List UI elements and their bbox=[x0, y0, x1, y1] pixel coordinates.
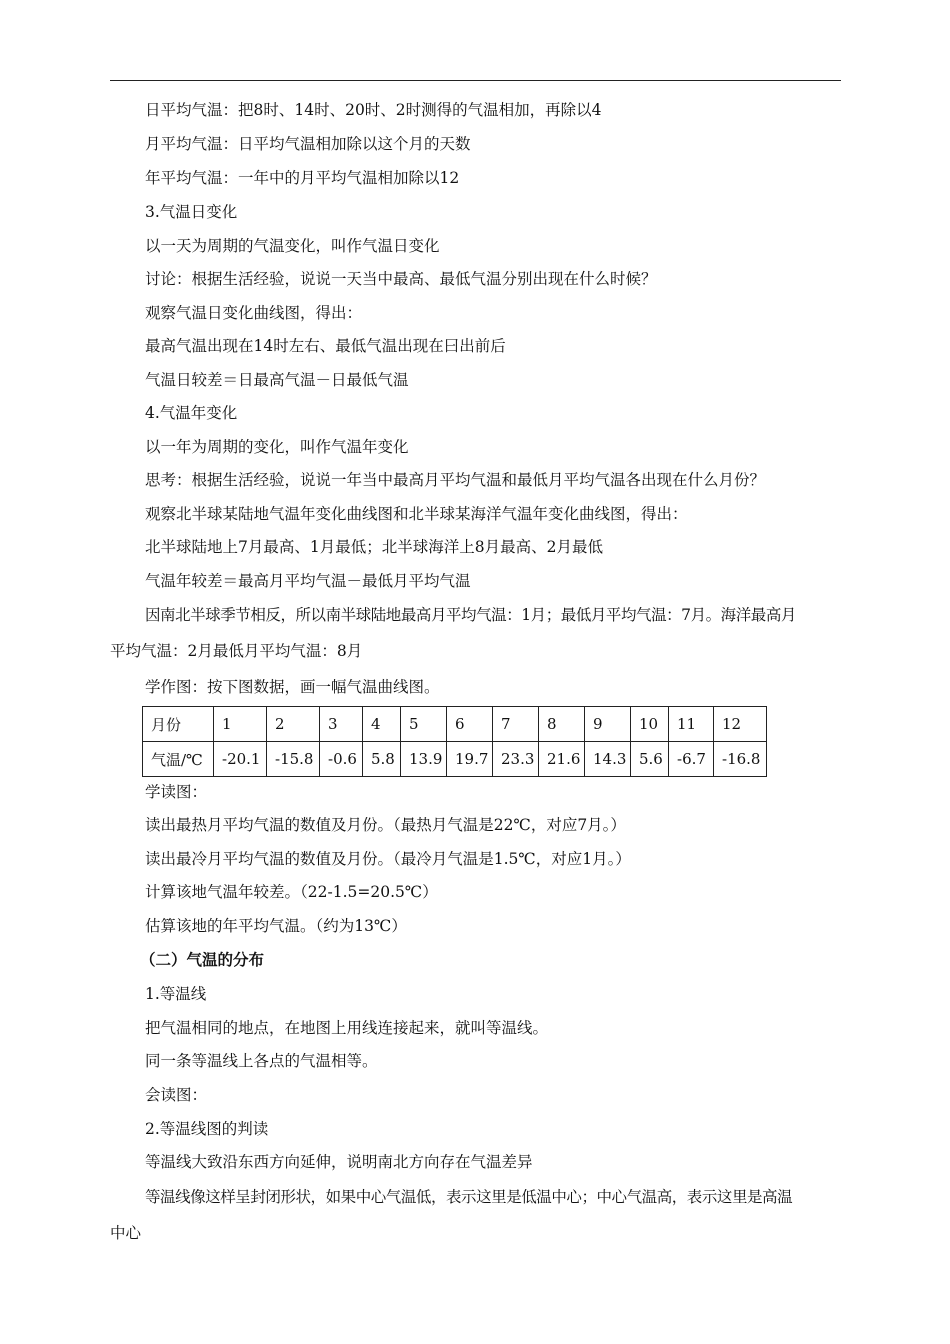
table-cell: 10 bbox=[631, 707, 669, 742]
text-line: 把气温相同的地点，在地图上用线连接起来，就叫等温线。 bbox=[145, 1019, 549, 1037]
table-cell: 5 bbox=[401, 707, 447, 742]
header-rule bbox=[110, 80, 841, 81]
table-cell: 2 bbox=[267, 707, 320, 742]
table-cell: -6.7 bbox=[669, 742, 714, 777]
text-line: 以一天为周期的气温变化，叫作气温日变化 bbox=[145, 237, 440, 255]
table-cell: 21.6 bbox=[539, 742, 585, 777]
text-line: 讨论：根据生活经验，说说一天当中最高、最低气温分别出现在什么时候？ bbox=[145, 270, 657, 288]
text-line: 以一年为周期的变化，叫作气温年变化 bbox=[145, 438, 409, 456]
section-heading: 1.等温线 bbox=[145, 985, 207, 1003]
table-cell: -20.1 bbox=[214, 742, 267, 777]
text-line: 同一条等温线上各点的气温相等。 bbox=[145, 1052, 378, 1070]
text-line: 日平均气温：把8时、14时、20时、2时测得的气温相加，再除以4 bbox=[145, 101, 602, 119]
table-cell: 3 bbox=[320, 707, 363, 742]
text-line: 学读图： bbox=[145, 783, 208, 801]
table-cell: -15.8 bbox=[267, 742, 320, 777]
section-heading: （二）气温的分布 bbox=[140, 950, 265, 969]
table-cell: 23.3 bbox=[493, 742, 539, 777]
table-cell: 11 bbox=[669, 707, 714, 742]
table-cell: 1 bbox=[214, 707, 267, 742]
table-cell: 5.8 bbox=[363, 742, 401, 777]
text-line: 中心 bbox=[110, 1224, 142, 1242]
temperature-table bbox=[142, 706, 767, 777]
section-heading: 3.气温日变化 bbox=[145, 203, 238, 221]
text-line: 等温线大致沿东西方向延伸，说明南北方向存在气温差异 bbox=[145, 1153, 533, 1171]
text-line: 平均气温：2月最低月平均气温：8月 bbox=[110, 642, 363, 660]
table-cell: 9 bbox=[585, 707, 631, 742]
text-line: 年平均气温：一年中的月平均气温相加除以12 bbox=[145, 169, 460, 187]
table-cell: -0.6 bbox=[320, 742, 363, 777]
text-line: 因南北半球季节相反，所以南半球陆地最高月平均气温：1月；最低月平均气温：7月。海洋最高月 bbox=[145, 606, 796, 624]
text-line: 估算该地的年平均气温。（约为13℃） bbox=[145, 917, 407, 935]
section-heading: 2.等温线图的判读 bbox=[145, 1120, 269, 1138]
table-cell: 12 bbox=[714, 707, 767, 742]
text-line: 读出最冷月平均气温的数值及月份。（最冷月气温是1.5℃，对应1月。） bbox=[145, 850, 631, 868]
text-line: 读出最热月平均气温的数值及月份。（最热月气温是22℃，对应7月。） bbox=[145, 816, 626, 834]
text-line: 气温日较差＝日最高气温－日最低气温 bbox=[145, 371, 409, 389]
table-cell: -16.8 bbox=[714, 742, 767, 777]
table-row-temp bbox=[143, 742, 767, 777]
table-cell: 8 bbox=[539, 707, 585, 742]
text-line: 思考：根据生活经验，说说一年当中最高月平均气温和最低月平均气温各出现在什么月份？ bbox=[145, 471, 766, 489]
text-line: 最高气温出现在14时左右、最低气温出现在曰出前后 bbox=[145, 337, 506, 355]
section-heading: 4.气温年变化 bbox=[145, 404, 238, 422]
text-line: 计算该地气温年较差。（22-1.5=20.5℃） bbox=[145, 883, 438, 901]
table-cell: 5.6 bbox=[631, 742, 669, 777]
text-line: 等温线像这样呈封闭形状，如果中心气温低，表示这里是低温中心；中心气温高，表示这里是高温 bbox=[145, 1188, 793, 1206]
table-cell: 7 bbox=[493, 707, 539, 742]
table-cell: 气温/℃ bbox=[143, 742, 214, 777]
table-cell: 13.9 bbox=[401, 742, 447, 777]
text-line: 北半球陆地上7月最高、1月最低；北半球海洋上8月最高、2月最低 bbox=[145, 538, 603, 556]
table-cell: 14.3 bbox=[585, 742, 631, 777]
text-line: 月平均气温：日平均气温相加除以这个月的天数 bbox=[145, 135, 471, 153]
table-cell: 4 bbox=[363, 707, 401, 742]
text-line: 观察气温日变化曲线图，得出： bbox=[145, 304, 363, 322]
text-line: 学作图：按下图数据，画一幅气温曲线图。 bbox=[145, 678, 440, 696]
table-row-month bbox=[143, 707, 767, 742]
text-line: 会读图： bbox=[145, 1086, 208, 1104]
table-cell: 19.7 bbox=[447, 742, 493, 777]
table-cell: 月份 bbox=[143, 707, 214, 742]
table-cell: 6 bbox=[447, 707, 493, 742]
text-line: 气温年较差＝最高月平均气温－最低月平均气温 bbox=[145, 572, 471, 590]
text-line: 观察北半球某陆地气温年变化曲线图和北半球某海洋气温年变化曲线图，得出： bbox=[145, 505, 688, 523]
